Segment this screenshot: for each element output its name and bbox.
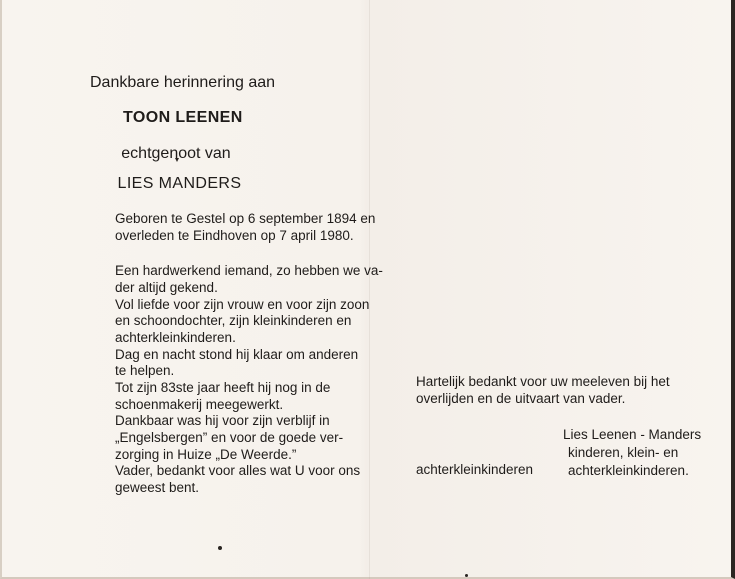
dedication-line: Dankbare herinnering aan — [90, 74, 276, 91]
text-line-13: Vader, bedankt voor alles wat U voor ons — [115, 463, 361, 478]
text-line-10: Dankbaar was hij voor zijn verblijf in — [115, 413, 330, 428]
text-line-5: achterkleinkinderen. — [115, 330, 236, 345]
thanks-line-2: overlijden en de uitvaart van vader. — [416, 391, 626, 406]
family-line-3: achterkleinkinderen. — [568, 463, 689, 478]
death-line: overleden te Eindhoven op 7 april 1980. — [115, 228, 354, 243]
relation-line: echtgenoot van — [121, 145, 231, 162]
text-line-4: en schoondochter, zijn kleinkinderen en — [115, 313, 352, 328]
text-line-11: „Engelsbergen” en voor de goede ver- — [115, 430, 344, 445]
ink-dot-bottom-left — [218, 546, 222, 550]
card-fold-line — [369, 0, 370, 579]
deceased-name: TOON LEENEN — [123, 109, 243, 126]
text-line-8: Tot zijn 83ste jaar heeft hij nog in de — [115, 380, 331, 395]
text-line-7: te helpen. — [115, 363, 175, 378]
family-line-2: kinderen, klein- en — [568, 445, 679, 460]
text-line-1: Een hardwerkend iemand, zo hebben we va- — [115, 263, 383, 278]
text-line-3: Vol liefde voor zijn vrouw en voor zijn zoon — [115, 297, 370, 312]
text-line-12: zorging in Huize „De Weerde.” — [115, 447, 297, 462]
text-line-6: Dag en nacht stond hij klaar om anderen — [115, 347, 359, 362]
spouse-name: LIES MANDERS — [117, 175, 242, 192]
family-extra-line: achterkleinkinderen — [416, 462, 534, 477]
ink-dot-bottom-right — [465, 574, 468, 577]
family-line-1: Lies Leenen - Manders — [563, 427, 702, 442]
text-line-14: geweest bent. — [115, 480, 200, 495]
text-line-9: schoenmakerij meegewerkt. — [115, 397, 284, 412]
text-line-2: der altijd gekend. — [115, 280, 218, 295]
small-mark-icon — [175, 158, 179, 162]
thanks-line-1: Hartelijk bedankt voor uw meeleven bij het — [416, 374, 670, 389]
birth-line: Geboren te Gestel op 6 september 1894 en — [115, 211, 376, 226]
